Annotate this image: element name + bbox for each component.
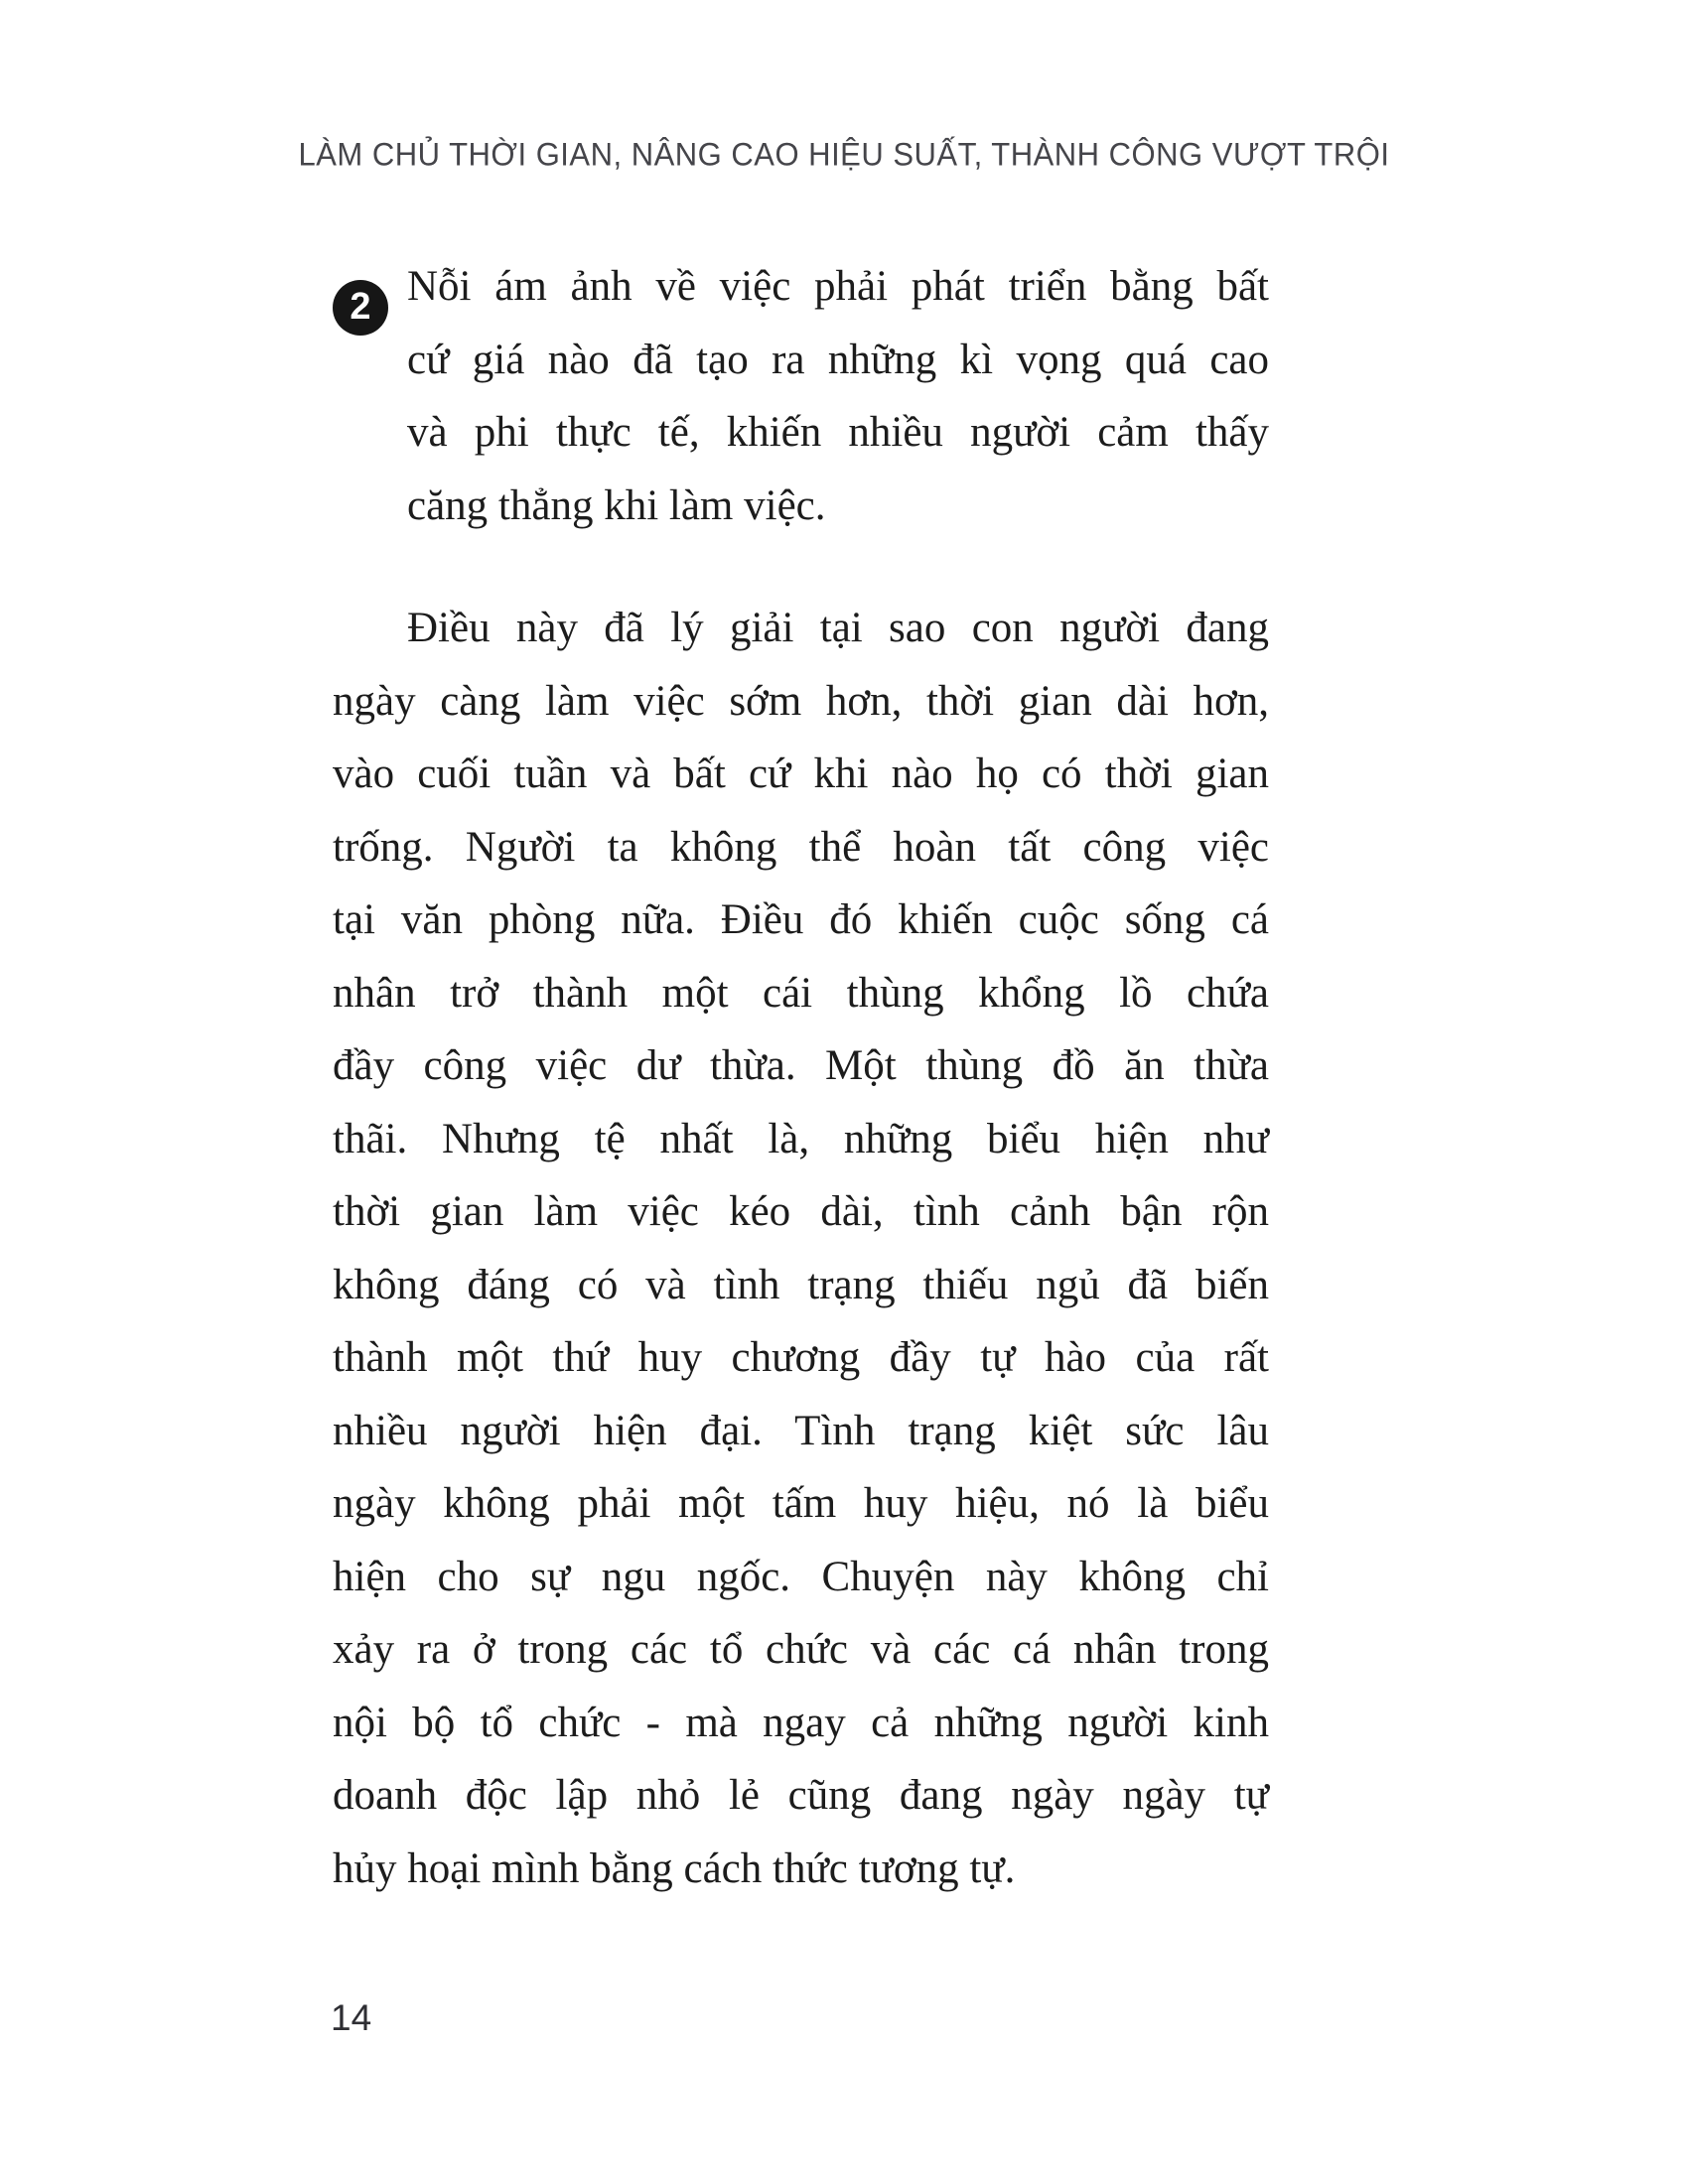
text-line: nhân trở thành một cái thùng khổng lồ chứa	[333, 969, 1269, 1017]
list-item-text	[407, 250, 1269, 542]
text-column	[333, 250, 1269, 1905]
list-item-number-badge	[333, 280, 388, 336]
text-line: căng thẳng khi làm việc.	[407, 481, 826, 529]
text-line: doanh độc lập nhỏ lẻ cũng đang ngày ngày tự	[333, 1772, 1269, 1819]
running-head: LÀM CHỦ THỜI GIAN, NÂNG CAO HIỆU SUẤT, THÀNH CÔNG VƯỢT TRỘI	[298, 136, 1390, 173]
list-item-number: 2	[350, 286, 371, 328]
text-line: trống. Người ta không thể hoàn tất công việc	[333, 823, 1269, 871]
text-line: hiện cho sự ngu ngốc. Chuyện này không chỉ	[333, 1553, 1269, 1600]
body-paragraph	[333, 592, 1269, 1905]
text-line: thời gian làm việc kéo dài, tình cảnh bận rộn	[333, 1188, 1269, 1235]
text-line: thãi. Nhưng tệ nhất là, những biểu hiện như	[333, 1115, 1269, 1162]
page-number: 14	[331, 1997, 372, 2038]
text-line: cứ giá nào đã tạo ra những kì vọng quá cao	[407, 336, 1269, 383]
text-line: nhiều người hiện đại. Tình trạng kiệt sức lâu	[333, 1407, 1269, 1454]
text-line: thành một thứ huy chương đầy tự hào của rất	[333, 1334, 1269, 1381]
text-line: Điều này đã lý giải tại sao con người đang	[407, 605, 1269, 651]
text-line: tại văn phòng nữa. Điều đó khiến cuộc sống cá	[333, 896, 1269, 943]
text-line: nội bộ tổ chức - mà ngay cả những người kinh	[333, 1699, 1269, 1746]
text-line: đầy công việc dư thừa. Một thùng đồ ăn thừa	[333, 1042, 1269, 1089]
text-line: ngày không phải một tấm huy hiệu, nó là biểu	[333, 1480, 1269, 1527]
text-line: xảy ra ở trong các tổ chức và các cá nhân trong	[333, 1626, 1269, 1673]
text-line: hủy hoại mình bằng cách thức tương tự.	[333, 1844, 1016, 1892]
text-line: không đáng có và tình trạng thiếu ngủ đã biến	[333, 1261, 1269, 1308]
text-line: Nỗi ám ảnh về việc phải phát triển bằng bất	[407, 263, 1269, 310]
text-line: ngày càng làm việc sớm hơn, thời gian dài hơn,	[333, 677, 1269, 725]
text-line: vào cuối tuần và bất cứ khi nào họ có thời gian	[333, 751, 1269, 797]
list-item-2	[333, 250, 1269, 542]
text-line: và phi thực tế, khiến nhiều người cảm thấy	[407, 409, 1269, 456]
